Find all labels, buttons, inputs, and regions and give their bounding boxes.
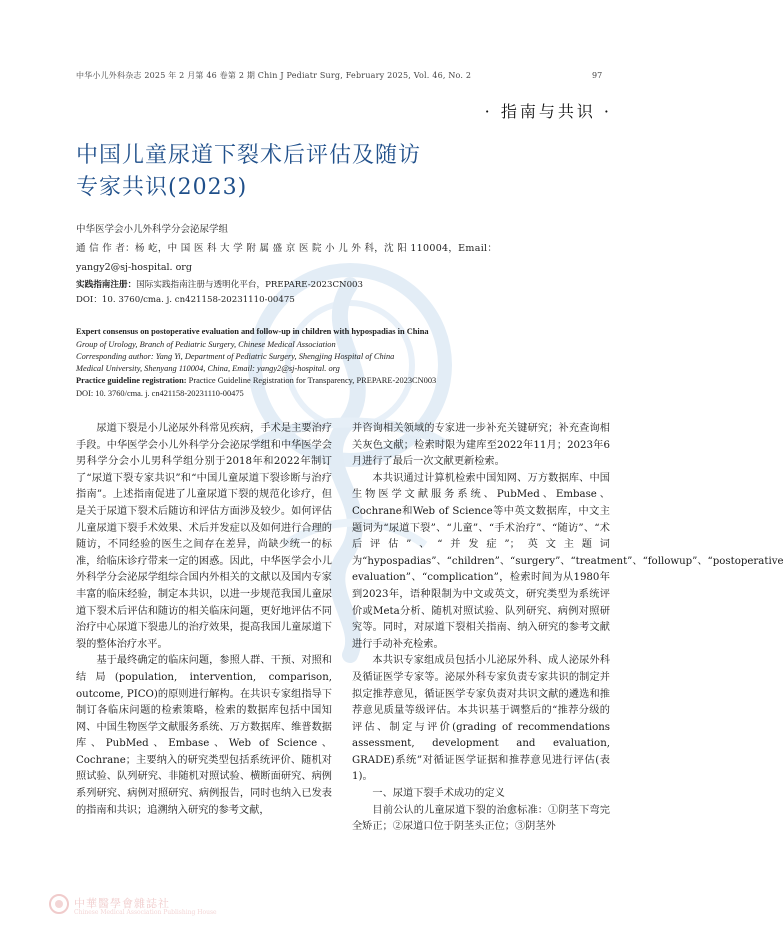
page-number: 97 bbox=[592, 71, 603, 80]
section-heading: 一、尿道下裂手术成功的定义 bbox=[372, 788, 505, 800]
author-group: 中华医学会小儿外科学分会泌尿学组 bbox=[76, 224, 229, 235]
registration-label: 实践指南注册： bbox=[76, 280, 137, 290]
english-doi: DOI: 10. 3760/cma. j. cn421158-20231110-00475 bbox=[76, 389, 244, 398]
running-header: 中华小儿外科杂志 2025 年 2 月第 46 卷第 2 期 Chin J Pediatr Surg, February 2025, Vol. 46, No. 2 bbox=[76, 71, 472, 80]
english-registration-text: Practice Guideline Registration for Transparency, PREPARE-2023CN003 bbox=[186, 376, 437, 385]
english-corresponding-line-1: Corresponding author: Yang Yi, Department of Pediatric Surgery, Shengjing Hospital of China bbox=[76, 352, 395, 361]
body-paragraph: 并咨询相关领域的专家进一步补充关键研究；补充查询相关灰色文献；检索时限为建库至2022年11月；2023年6月进行了最后一次文献更新检索。 bbox=[352, 423, 610, 468]
body-paragraph: 本共识通过计算机检索中国知网、万方数据库、中国生物医学文献服务系统、PubMed、Embase、Cochrane和Web of Science等中英文数据库，中文主题词为“尿道下裂”、“儿童”、“手术治疗”、“随访”、“术后评估”、“并发症”；英文主题词为“hypospadias”、“children”、“surgery”、“treatment”、“followup”、“postoperative evaluation”、“complication”，检索时间为从1980年到2023年，语种限制为中文或英文，研究类型为系统评价或Meta分析、随机对照试验、队列研究、病例对照研究等。同时，对尿道下裂相关指南、纳入研究的参考文献进行手动补充检索。 bbox=[352, 472, 784, 650]
english-registration-line bbox=[76, 375, 436, 387]
body-paragraph: 尿道下裂是小儿泌尿外科常见疾病，手术是主要治疗手段。中华医学会小儿外科学分会泌尿学组和中华医学会男科学分会小儿男科学组分别于2018年和2022年制订了“尿道下裂专家共识”和“中国儿童尿道下裂诊断与治疗指南”。上述指南促进了儿童尿道下裂的规范化诊疗，但是关于尿道下裂术后随访和评估方面涉及较少。如何评估儿童尿道下裂手术效果、术后并发症以及如何进行合理的随访，不同经验的医生之间存在差异，尚缺少统一的标准，给临床诊疗带来一定的困惑。因此，中华医学会小儿外科学分会泌尿学组综合国内外相关的文献以及国内专家丰富的临床经验，制定本共识，以进一步规范我国儿童尿道下裂术后评估和随访的相关临床问题，更好地评估不同治疗中心尿道下裂患儿的治疗效果，提高我国儿童尿道下裂的整体治疗水平。 bbox=[76, 423, 332, 650]
section-tag: · 指南与共识 · bbox=[484, 102, 612, 121]
body-paragraph: 基于最终确定的临床问题，参照人群、干预、对照和结局(population, intervention, comparison, outcome, PICO)的原则进行解构。在共识专家组指导下制订各临床问题的检索策略，检索的数据库包括中国知网、中国生物医学文献服务系统、万方数据库、维普数据库、PubMed、Embase、Web of Science、Cochrane；主要纳入的研究类型包括系统评价、随机对照试验、队列研究、非随机对照试验、横断面研究、病例系列研究、病例对照研究、病例报告，同时也纳入已发表的指南和共识；追溯纳入研究的参考文献， bbox=[76, 655, 332, 816]
body-column-right bbox=[352, 421, 784, 836]
publisher-name: 中華醫學會雜誌社 bbox=[74, 897, 170, 910]
english-registration-label: Practice guideline registration: bbox=[76, 376, 187, 385]
body-paragraph: 本共识专家组成员包括小儿泌尿外科、成人泌尿外科及循证医学专家等。泌尿外科专家负责专家共识的制定并拟定推荐意见，循证医学专家负责对共识文献的遴选和推荐意见质量等级评估。本共识基于调整后的“推荐分级的评估、制定与评价(grading of recommendations assessment, development and evaluation, GRADE)系统”对循证医学证据和推荐意见进行评估(表1)。 bbox=[352, 655, 610, 783]
english-group: Group of Urology, Branch of Pediatric Surgery, Chinese Medical Association bbox=[76, 340, 336, 349]
correspondence-email: yangy2@sj-hospital. org bbox=[76, 262, 192, 273]
article-title-line-1: 中国儿童尿道下裂术后评估及随访 bbox=[76, 143, 422, 168]
body-column-left bbox=[76, 421, 332, 819]
publisher-name-english: Chinese Medical Association Publishing House bbox=[74, 909, 217, 916]
article-title-line-2: 专家共识(2023) bbox=[76, 175, 248, 200]
publisher-logo-icon bbox=[48, 893, 70, 915]
english-corresponding-line-2: Medical University, Shenyang 110004, China, Email: yangy2@sj-hospital. org bbox=[76, 364, 340, 373]
english-title: Expert consensus on postoperative evaluation and follow-up in children with hypospadias in China bbox=[76, 327, 429, 336]
body-paragraph: 目前公认的儿童尿道下裂的治愈标准：①阴茎下弯完全矫正；②尿道口位于阴茎头正位；③阴茎外 bbox=[352, 804, 610, 833]
doi-line: DOI：10. 3760/cma. j. cn421158-20231110-00475 bbox=[76, 295, 295, 305]
registration-text: 国际实践指南注册与透明化平台，PREPARE-2023CN003 bbox=[136, 280, 363, 290]
registration-line bbox=[76, 277, 363, 293]
correspondence-line-1: 通 信 作 者：杨 屹，中 国 医 科 大 学 附 属 盛 京 医 院 小 儿 外 科，沈 阳 110004，Email： bbox=[76, 243, 498, 254]
